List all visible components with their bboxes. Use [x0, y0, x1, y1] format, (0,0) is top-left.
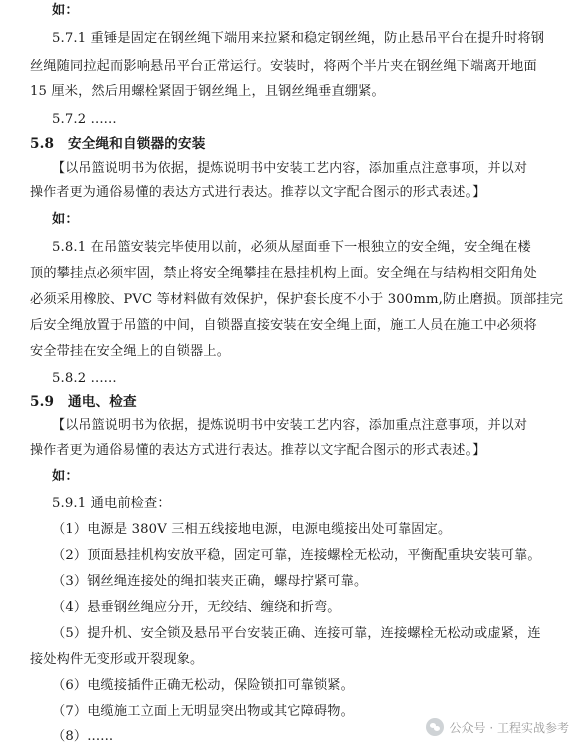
instruction-note-line: 【以吊篮说明书为依据，提炼说明书中安装工艺内容，添加重点注意事项，并以对	[52, 418, 528, 433]
section-number: 5.9	[30, 394, 55, 410]
paragraph-line: 后安全绳放置于吊篮的中间，自锁器直接安装在安全绳上面，施工人员在施工中必须将	[30, 318, 537, 333]
paragraph-line: 15 厘米，然后用螺栓紧固于钢丝绳上，且钢丝绳垂直绷紧。	[30, 84, 385, 99]
instruction-note-line: 【以吊篮说明书为依据，提炼说明书中安装工艺内容，添加重点注意事项，并以对	[52, 161, 528, 176]
instruction-note-line: 操作者更为通俗易懂的表达方式进行表达。推荐以文字配合图示的形式表述。】	[30, 185, 486, 200]
example-label: 如：	[52, 3, 79, 18]
watermark-text: 公众号 · 工程实战参考	[449, 720, 569, 735]
paragraph-line: 5.8.1 在吊篮安装完毕使用以前，必须从屋面垂下一根独立的安全绳，安全绳在楼	[52, 240, 531, 255]
list-item: （6）电缆接插件正确无松动，保险锁扣可靠锁紧。	[52, 678, 354, 693]
list-item: （2）顶面悬挂机构安放平稳，固定可靠，连接螺栓无松动，平衡配重块安装可靠。	[52, 548, 541, 563]
section-heading: 安全绳和自锁器的安装	[68, 136, 206, 152]
list-item: （1）电源是 380V 三相五线接地电源，电源电缆接出处可靠固定。	[52, 522, 452, 537]
list-item: （3）钢丝绳连接处的绳扣装夹正确，螺母拧紧可靠。	[52, 574, 368, 589]
paragraph-line: 顶的攀挂点必须牢固，禁止将安全绳攀挂在悬挂机构上面。安全绳在与结构相交阳角处	[30, 266, 537, 281]
watermark	[426, 718, 569, 736]
example-label: 如：	[52, 212, 79, 227]
list-item: （4）悬垂钢丝绳应分开，无绞结、缠绕和折弯。	[52, 600, 341, 615]
section-number: 5.8	[30, 136, 55, 152]
paragraph-line: 5.8.2 ......	[52, 371, 117, 386]
list-item-continuation: 接处构件无变形或开裂现象。	[30, 652, 204, 667]
paragraph-line: 5.7.2 ......	[52, 112, 117, 127]
paragraph-line: 必须采用橡胶、PVC 等材料做有效保护，保护套长度不小于 300mm,防止磨损。顶部挂完	[30, 292, 564, 307]
paragraph-line: 安全带挂在安全绳上的自锁器上。	[30, 344, 231, 359]
paragraph-line: 5.9.1 通电前检查：	[52, 496, 171, 511]
section-heading: 通电、检查	[68, 394, 137, 410]
list-item: （7）电缆施工立面上无明显突出物或其它障碍物。	[52, 704, 354, 719]
list-item: （8）......	[52, 729, 114, 744]
wechat-icon	[426, 718, 444, 736]
instruction-note-line: 操作者更为通俗易懂的表达方式进行表达。推荐以文字配合图示的形式表述。】	[30, 443, 486, 458]
paragraph-line: 丝绳随同拉起而影响悬吊平台正常运行。安装时，将两个半片夹在钢丝绳下端离开地面	[30, 59, 537, 74]
example-label: 如：	[52, 469, 79, 484]
list-item: （5）提升机、安全锁及悬吊平台安装正确、连接可靠，连接螺栓无松动或虚紧，连	[52, 626, 541, 641]
paragraph-line: 5.7.1 重锤是固定在钢丝绳下端用来拉紧和稳定钢丝绳，防止悬吊平台在提升时将钢	[52, 31, 545, 46]
